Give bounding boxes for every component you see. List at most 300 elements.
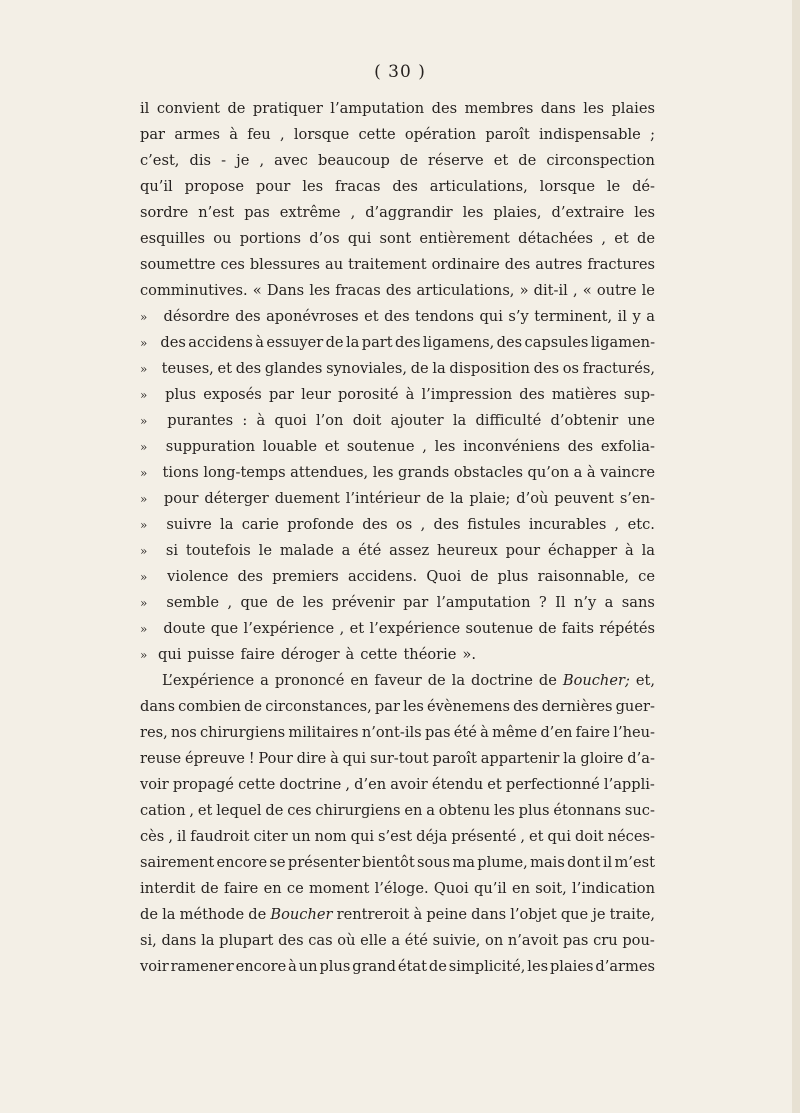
- word: des: [362, 516, 388, 533]
- word: désordre: [163, 308, 230, 325]
- word: cette: [238, 776, 276, 793]
- word: ligamen-: [590, 334, 655, 351]
- word: pas: [244, 204, 270, 221]
- word: l’intérieur: [345, 490, 421, 507]
- word: la: [432, 360, 446, 377]
- word: qui: [350, 828, 375, 845]
- quote-mark: »: [140, 544, 148, 558]
- word: a: [646, 308, 655, 325]
- word: faits: [561, 620, 594, 637]
- word: soit,: [535, 880, 567, 897]
- word: les: [527, 958, 549, 975]
- word: lequel: [216, 802, 262, 819]
- word: «: [252, 282, 262, 299]
- word: des: [384, 308, 410, 325]
- word: ,: [350, 204, 356, 221]
- word: dire: [296, 750, 327, 767]
- word: des: [567, 438, 594, 455]
- word: sup-: [623, 386, 655, 403]
- word: il: [617, 308, 627, 325]
- word: synoviales,: [326, 360, 408, 377]
- word: n’y: [573, 594, 597, 611]
- text-line: [140, 122, 655, 148]
- quote-mark: »: [140, 518, 148, 532]
- word: mais: [530, 854, 565, 871]
- word: plaie;: [469, 490, 511, 507]
- word: de: [470, 568, 489, 585]
- word: été: [358, 542, 382, 559]
- word: ou: [213, 230, 232, 247]
- word: chirurgiens: [315, 802, 401, 819]
- word: en: [350, 672, 369, 689]
- text-line: [140, 278, 655, 304]
- word: part: [361, 334, 393, 351]
- word: combien: [178, 698, 241, 715]
- word: de: [518, 152, 537, 169]
- word: à: [330, 750, 339, 767]
- word: glandes: [264, 360, 323, 377]
- word: dans: [161, 932, 197, 949]
- word: des: [433, 516, 459, 533]
- word: ,: [520, 828, 525, 845]
- word: les: [634, 204, 655, 221]
- word: je: [592, 906, 606, 923]
- word: soutenue: [346, 438, 415, 455]
- word: prononcé: [274, 672, 345, 689]
- quote-mark: »: [140, 414, 148, 428]
- quote-mark: »: [140, 492, 148, 506]
- word: sairement: [140, 854, 215, 871]
- word: ce: [638, 568, 655, 585]
- word: membres: [464, 100, 534, 117]
- word: exposés: [203, 386, 262, 403]
- word: aponévroses: [266, 308, 359, 325]
- word: interdit: [140, 880, 196, 897]
- word: prévenir: [331, 594, 395, 611]
- word: un: [298, 958, 318, 975]
- word: l’objet: [510, 906, 557, 923]
- word: des: [533, 360, 560, 377]
- text-line: [140, 746, 655, 772]
- word: et: [349, 620, 365, 637]
- word: je: [236, 152, 250, 169]
- word: grands: [398, 464, 450, 481]
- word: a: [573, 464, 583, 481]
- text-line: [140, 772, 655, 798]
- word: terminent,: [534, 308, 613, 325]
- word: os: [395, 516, 413, 533]
- word: essuyer: [266, 334, 324, 351]
- text-line: [140, 902, 655, 928]
- word: d’en: [540, 724, 573, 741]
- word: d’armes: [595, 958, 655, 975]
- word: d’os: [309, 230, 340, 247]
- word: comminutives.: [140, 282, 248, 299]
- word: présenté: [451, 828, 517, 845]
- word: déterger: [204, 490, 269, 507]
- word: d’en: [354, 776, 387, 793]
- text-line: [140, 538, 655, 564]
- word: cette: [358, 126, 396, 143]
- word: porosité: [337, 386, 399, 403]
- word: des: [235, 308, 261, 325]
- word: Quoi: [426, 568, 462, 585]
- word: on: [485, 932, 504, 949]
- word: en: [511, 880, 531, 897]
- word: des: [395, 334, 421, 351]
- word: cès: [140, 828, 165, 845]
- word: plus: [165, 386, 197, 403]
- word: sous: [416, 854, 451, 871]
- word: a: [604, 594, 614, 611]
- text-line: [140, 382, 655, 408]
- word: d’extraire: [551, 204, 625, 221]
- text-line: [140, 798, 655, 824]
- word: dernières: [541, 698, 613, 715]
- word: évènemens: [427, 698, 510, 715]
- word: n’avoit: [507, 932, 559, 949]
- word: opération: [404, 126, 477, 143]
- word: «: [582, 282, 592, 299]
- word: toutefois: [185, 542, 251, 559]
- word: ,: [572, 282, 578, 299]
- word: qui: [158, 646, 182, 663]
- word: ramener: [170, 958, 234, 975]
- word: la: [641, 542, 655, 559]
- word: extrême: [279, 204, 341, 221]
- word: par: [374, 698, 400, 715]
- word: la: [162, 906, 176, 923]
- word: circonspection: [546, 152, 655, 169]
- word: c’est,: [140, 152, 180, 169]
- word: ma: [452, 854, 475, 871]
- word: avec: [274, 152, 308, 169]
- word: ce: [286, 880, 304, 897]
- word: louable: [262, 438, 317, 455]
- word: de: [410, 360, 429, 377]
- word: autres: [535, 256, 583, 273]
- word: cru: [593, 932, 618, 949]
- word: qui: [547, 828, 571, 845]
- word: s’est: [378, 828, 413, 845]
- word: des: [392, 178, 418, 195]
- word: militaires: [288, 724, 359, 741]
- word: les: [372, 464, 394, 481]
- word: guer-: [615, 698, 655, 715]
- word: à: [229, 126, 238, 143]
- word: étonnans: [553, 802, 622, 819]
- word: un: [291, 828, 311, 845]
- word: :: [242, 412, 248, 429]
- word: pas: [424, 724, 451, 741]
- word: de: [538, 620, 557, 637]
- word: obtenu: [438, 802, 491, 819]
- text-line: [140, 564, 655, 590]
- quote-mark: »: [140, 362, 148, 376]
- word: citer: [253, 828, 288, 845]
- word: a: [260, 672, 269, 689]
- word: méthode: [179, 906, 245, 923]
- word: doctrine: [279, 776, 342, 793]
- word: par: [140, 126, 166, 143]
- word: il: [140, 100, 150, 117]
- text-line: [140, 850, 655, 876]
- word: indispensable: [539, 126, 641, 143]
- word: suc-: [624, 802, 655, 819]
- word: que: [240, 594, 268, 611]
- word: pas: [562, 932, 589, 949]
- word: si,: [140, 932, 157, 949]
- word: et,: [635, 672, 655, 689]
- word: néces-: [607, 828, 655, 845]
- word: que: [560, 906, 589, 923]
- word: des: [519, 386, 545, 403]
- word: l’expérience: [243, 620, 335, 637]
- word: feu: [247, 126, 271, 143]
- word: l’amputation: [436, 594, 531, 611]
- word: détachées: [518, 230, 594, 247]
- word: ajouter: [390, 412, 444, 429]
- word: qu’il: [474, 880, 507, 897]
- word: dans: [471, 906, 507, 923]
- word: suivre: [166, 516, 212, 533]
- word: inconvéniens: [463, 438, 560, 455]
- word: de: [276, 594, 295, 611]
- word: faudroit: [190, 828, 250, 845]
- word: fracturés,: [582, 360, 655, 377]
- word: les: [583, 100, 604, 117]
- word: et: [614, 230, 629, 247]
- word: des: [237, 568, 264, 585]
- word: vaincre: [600, 464, 655, 481]
- word: Dans: [266, 282, 305, 299]
- word: plume,: [477, 854, 528, 871]
- quote-mark: »: [140, 336, 148, 350]
- word: l’appli-: [603, 776, 655, 793]
- word: esquilles: [140, 230, 205, 247]
- word: os: [562, 360, 580, 377]
- word: la: [220, 516, 234, 533]
- word: portions: [239, 230, 302, 247]
- word: ;: [650, 126, 655, 143]
- word: doute: [163, 620, 206, 637]
- word: beaucoup: [318, 152, 390, 169]
- word: échapper: [547, 542, 618, 559]
- word: voir: [140, 776, 169, 793]
- word: qu’on: [527, 464, 570, 481]
- text-line: [140, 408, 655, 434]
- word: les: [462, 204, 484, 221]
- word: tions: [162, 464, 199, 481]
- word: qu’il: [140, 178, 173, 195]
- quote-mark: »: [140, 648, 148, 662]
- text-line: [140, 356, 655, 382]
- word: convient: [156, 100, 220, 117]
- word: le: [606, 178, 621, 195]
- word: res,: [140, 724, 168, 741]
- word: en: [404, 802, 423, 819]
- word: état: [397, 958, 427, 975]
- word: paroît: [485, 126, 530, 143]
- word: la: [201, 932, 215, 949]
- word: difficulté: [475, 412, 542, 429]
- word: ces: [220, 256, 245, 273]
- word: appartenir: [480, 750, 560, 767]
- word: matières: [551, 386, 617, 403]
- word: ,: [279, 126, 285, 143]
- word: simplicité,: [448, 958, 526, 975]
- page-number: ( 30 ): [374, 62, 426, 82]
- word: et: [487, 776, 502, 793]
- text-line: [140, 304, 655, 330]
- quote-mark: »: [140, 596, 148, 610]
- word: de: [265, 802, 284, 819]
- word: s’y: [508, 308, 529, 325]
- word: attendues,: [290, 464, 369, 481]
- word: et: [197, 802, 213, 819]
- word: tendons: [415, 308, 474, 325]
- word: pratiquer: [252, 100, 323, 117]
- word: !: [248, 750, 255, 767]
- text-line: [140, 486, 655, 512]
- word: la: [450, 490, 464, 507]
- word: pour: [255, 178, 291, 195]
- word: reuse: [140, 750, 182, 767]
- text-line: [140, 96, 655, 122]
- word: traite,: [609, 906, 655, 923]
- word: au: [325, 256, 344, 273]
- word: à: [255, 334, 264, 351]
- word: teuses,: [161, 360, 214, 377]
- word: voir: [140, 958, 169, 975]
- word: et: [493, 152, 509, 169]
- word: dé-: [632, 178, 655, 195]
- word: de: [244, 698, 263, 715]
- word: même: [492, 724, 538, 741]
- word: lorsque: [293, 126, 350, 143]
- quote-mark: »: [140, 310, 148, 324]
- word: et: [529, 828, 544, 845]
- word: des: [235, 360, 262, 377]
- word: cette: [360, 646, 398, 663]
- text-line: [140, 434, 655, 460]
- word: où: [337, 932, 356, 949]
- word: y: [632, 308, 641, 325]
- word: cation: [140, 802, 186, 819]
- word: l’impression: [421, 386, 513, 403]
- word: des: [160, 334, 186, 351]
- word: il: [176, 828, 187, 845]
- word: duement: [274, 490, 340, 507]
- word: Il: [555, 594, 566, 611]
- word: a: [391, 932, 401, 949]
- word: accidens: [188, 334, 253, 351]
- word: l’éloge.: [374, 880, 429, 897]
- word: pou-: [622, 932, 655, 949]
- word: il: [602, 854, 613, 871]
- word: et: [324, 438, 340, 455]
- word: plus: [497, 568, 529, 585]
- text-line: [140, 824, 655, 850]
- word: d’obtenir: [550, 412, 619, 429]
- word: plaies: [611, 100, 655, 117]
- word: qui: [479, 308, 503, 325]
- word: plus: [518, 802, 550, 819]
- word: malade: [279, 542, 334, 559]
- word: sur-tout: [369, 750, 429, 767]
- word: ,: [345, 776, 351, 793]
- word: encore: [216, 854, 268, 871]
- word: les: [494, 802, 515, 819]
- word: armes: [174, 126, 220, 143]
- word: traitement: [348, 256, 427, 273]
- word: plaies: [549, 958, 594, 975]
- word: a: [426, 802, 435, 819]
- word: les: [302, 594, 324, 611]
- word: l’heu-: [613, 724, 655, 741]
- word: peine: [426, 906, 468, 923]
- word: capsules: [524, 334, 589, 351]
- word: profonde: [287, 516, 354, 533]
- word: dans: [540, 100, 576, 117]
- quote-mark: »: [140, 466, 148, 480]
- word: présenter: [287, 854, 360, 871]
- word: et: [364, 308, 379, 325]
- text-line: [140, 226, 655, 252]
- word: ,: [189, 802, 195, 819]
- word: faire: [575, 724, 611, 741]
- word: à: [413, 906, 423, 923]
- word: pour: [163, 490, 199, 507]
- word: ?: [538, 594, 547, 611]
- word: déroger: [280, 646, 340, 663]
- text-line: [140, 330, 655, 356]
- word: des: [504, 256, 531, 273]
- word: raisonnable,: [537, 568, 629, 585]
- word: le: [641, 282, 655, 299]
- word: fractures: [587, 256, 655, 273]
- text-line: [140, 694, 655, 720]
- quote-mark: »: [140, 440, 148, 454]
- text-line: [140, 876, 655, 902]
- word: d’où: [516, 490, 549, 507]
- word: premiers: [272, 568, 339, 585]
- word: exfolia-: [600, 438, 655, 455]
- word: des: [513, 698, 539, 715]
- word: etc.: [627, 516, 655, 533]
- word: doit: [352, 412, 382, 429]
- word: de: [140, 906, 158, 923]
- word: m’est: [614, 854, 655, 871]
- word: par: [403, 594, 429, 611]
- body-text: [140, 96, 655, 980]
- word: les: [309, 282, 331, 299]
- page-edge: [792, 0, 800, 1113]
- word: les: [302, 178, 324, 195]
- word: ,: [339, 620, 345, 637]
- word: sont: [379, 230, 412, 247]
- quote-mark: »: [140, 622, 148, 636]
- word: soutenue: [465, 620, 534, 637]
- word: des: [278, 932, 304, 949]
- word: moment: [308, 880, 370, 897]
- word: Pour: [258, 750, 293, 767]
- word: -: [221, 152, 227, 169]
- word: semble: [166, 594, 220, 611]
- word: la: [345, 334, 360, 351]
- word: se: [269, 854, 286, 871]
- word: sordre: [140, 204, 189, 221]
